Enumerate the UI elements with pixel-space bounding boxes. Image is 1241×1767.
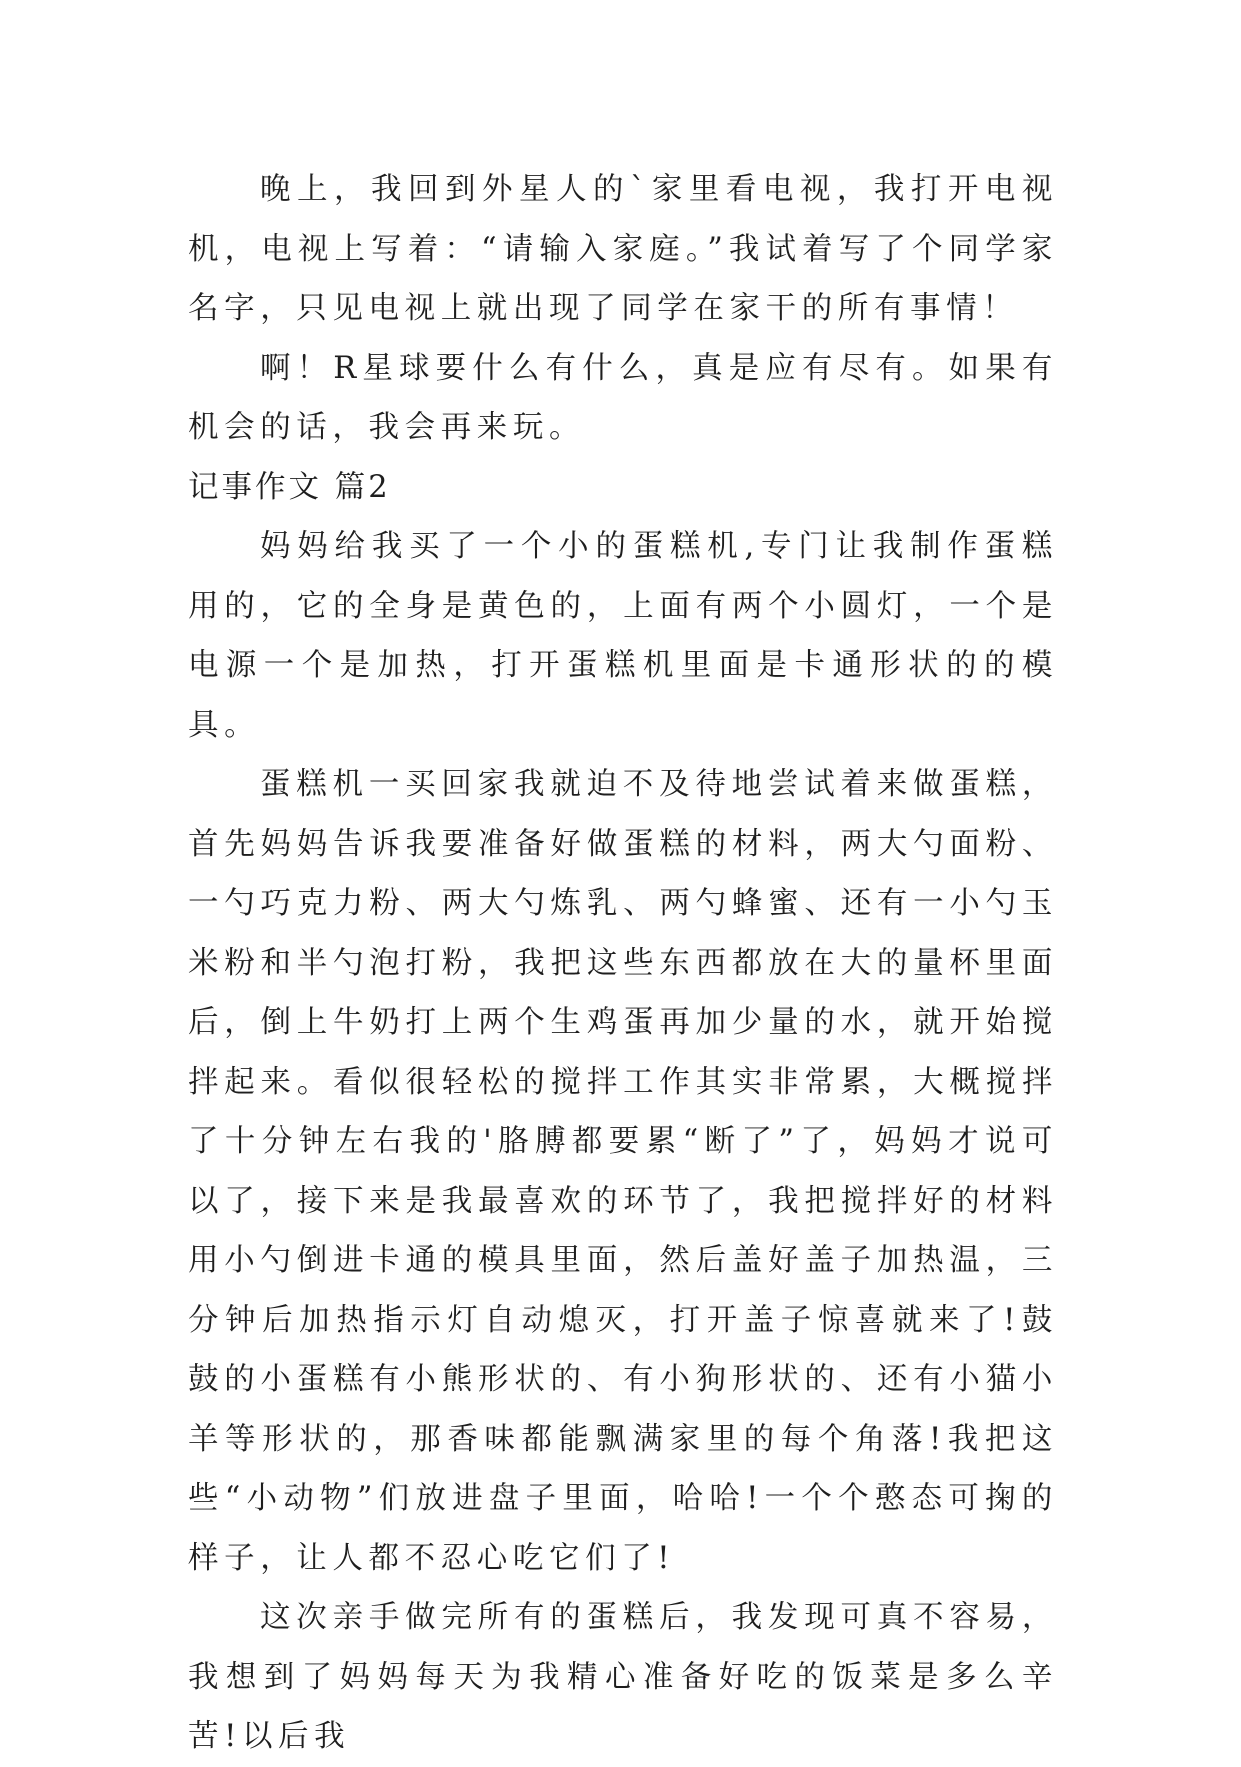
paragraph-making-cake: 蛋糕机一买回家我就迫不及待地尝试着来做蛋糕，首先妈妈告诉我要准备好做蛋糕的材料，两大勺面粉、一勺巧克力粉、两大勺炼乳、两勺蜂蜜、还有一小勺玉米粉和半勺泡打粉，我把这些东西都放在大的量杯里面后，倒上牛奶打上两个生鸡蛋再加少量的水，就开始搅拌起来。看似很轻松的搅拌工作其实非常累，大概搅拌了十分钟左右我的'胳膊都要累“断了”了，妈妈才说可以了，接下来是我最喜欢的环节了，我把搅拌好的材料用小勺倒进卡通的模具里面，然后盖好盖子加热温，三分钟后加热指示灯自动熄灭，打开盖子惊喜就来了!鼓鼓的小蛋糕有小熊形状的、有小狗形状的、还有小猫小羊等形状的，那香味都能飘满家里的每个角落!我把这些“小动物”们放进盘子里面，哈哈!一个个憨态可掬的样子，让人都不忍心吃它们了! — [188, 767, 1058, 1576]
paragraph-r-planet: 啊！R星球要什么有什么，真是应有尽有。如果有机会的话，我会再来玩。 — [188, 350, 1058, 445]
section-heading: 记事作文 篇2 — [188, 469, 391, 505]
paragraph-reflection: 这次亲手做完所有的蛋糕后，我发现可真不容易，我想到了妈妈每天为我精心准备好吃的饭菜是多么辛苦!以后我 — [188, 1600, 1058, 1754]
paragraph-tv: 晚上，我回到外星人的`家里看电视，我打开电视机，电视上写着：“请输入家庭。”我试着写了个同学家名字，只见电视上就出现了同学在家干的所有事情！ — [188, 172, 1058, 326]
paragraph-cake-machine: 妈妈给我买了一个小的蛋糕机,专门让我制作蛋糕用的，它的全身是黄色的，上面有两个小圆灯，一个是电源一个是加热，打开蛋糕机里面是卡通形状的的模具。 — [188, 529, 1058, 743]
document-body — [188, 160, 1058, 1767]
